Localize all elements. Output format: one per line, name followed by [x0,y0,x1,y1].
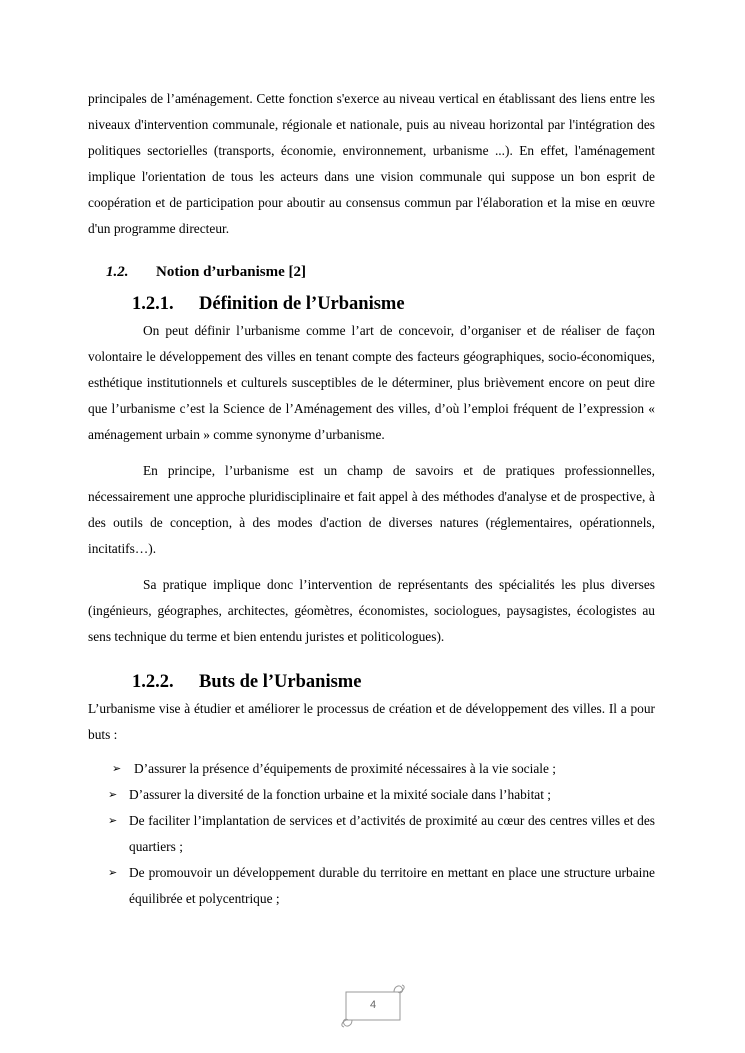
list-item [88,860,655,912]
list-item [88,756,655,782]
subsection-heading-1-2-1 [88,292,655,318]
definition-paragraph: On peut définir l’urbanisme comme l’art de concevoir, d’organiser et de réaliser de façon volontaire le développement des villes en tenant compte des facteurs géographiques, socio-économiques, esthétique institutionnels et culturels susceptibles de le déterminer, plus brièvement encore on peut dire que l’urbanisme c’est la Science de l’Aménagement des villes, d’où l’emploi fréquent de l’expression « aménagement urbain » comme synonyme d’urbanisme. [88,323,655,442]
page-number: 4 [369,999,377,1011]
list-item [88,808,655,860]
list-item-text: De promouvoir un développement durable du territoire en mettant en place une structure urbaine équilibrée et polycentrique ; [129,865,655,906]
page-number-scroll [336,982,410,1028]
intro-paragraph: principales de l’aménagement. Cette fonction s'exerce au niveau vertical en établissant des liens entre les niveaux d'intervention communale, régionale et nationale, puis au niveau horizontal par l'intégration des politiques sectorielles (transports, économie, environnement, urbanisme ...). En effet, l'aménagement implique l'orientation de tous les acteurs dans une vision communale qui suppose un bon esprit de coopération et de participation pour aboutir au consensus commun par l'élaboration et la mise en œuvre d'un programme directeur. [88,91,655,236]
list-item-text: D’assurer la diversité de la fonction urbaine et la mixité sociale dans l’habitat ; [129,787,552,802]
goals-intro-paragraph: L’urbanisme vise à étudier et améliorer le processus de création et de développement des villes. Il a pour buts : [88,701,655,742]
subsection-number: 1.2.2. [132,672,174,692]
arrow-bullet-icon: ➢ [108,788,118,801]
arrow-bullet-icon: ➢ [108,814,118,827]
list-item-text: D’assurer la présence d’équipements de proximité nécessaires à la vie sociale ; [134,761,557,776]
section-heading-1-2 [88,264,655,288]
goals-list [88,756,655,912]
subsection-title: Buts de l’Urbanisme [199,672,362,692]
practice-paragraph: Sa pratique implique donc l’intervention de représentants des spécialités les plus diverses (ingénieurs, géographes, architectes, géomètres, économistes, sociologues, paysagistes, écologistes au sens technique du terme et bien entendu juristes et politicologues). [88,577,655,644]
arrow-bullet-icon: ➢ [112,762,122,775]
principle-paragraph: En principe, l’urbanisme est un champ de savoirs et de pratiques professionnelles, nécessairement une approche pluridisciplinaire et fait appel à des méthodes d'analyse et de prospective, à des outils de conception, à des modes d'action de diverses natures (réglementaires, opérationnels, incitatifs…). [88,463,655,556]
section-title: Notion d’urbanisme [2] [156,264,307,280]
document-page [88,86,655,912]
subsection-heading-1-2-2 [88,670,655,696]
list-item-text: De faciliter l’implantation de services et d’activités de proximité au cœur des centres villes et des quartiers ; [129,813,655,854]
list-item [88,782,655,808]
section-number: 1.2. [106,264,129,280]
subsection-number: 1.2.1. [132,294,174,314]
subsection-title: Définition de l’Urbanisme [199,294,405,314]
arrow-bullet-icon: ➢ [108,866,118,879]
